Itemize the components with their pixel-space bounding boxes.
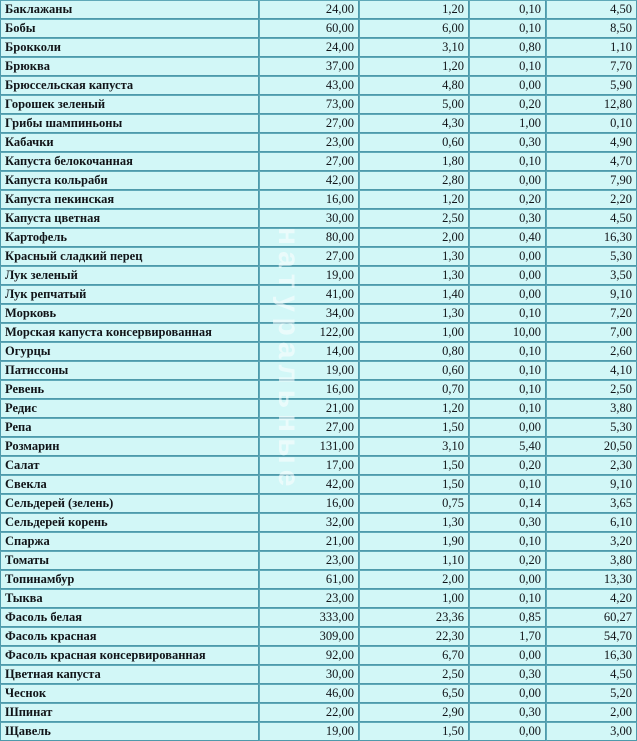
cell-protein: 3,10 (359, 38, 469, 57)
cell-fat: 0,80 (469, 38, 546, 57)
cell-product-name: Сельдерей корень (0, 513, 259, 532)
table-row (0, 342, 637, 361)
cell-product-name: Брюссельская капуста (0, 76, 259, 95)
cell-protein: 1,20 (359, 399, 469, 418)
cell-protein: 0,60 (359, 133, 469, 152)
cell-calories: 333,00 (259, 608, 359, 627)
table-row (0, 532, 637, 551)
cell-protein: 6,00 (359, 19, 469, 38)
cell-calories: 37,00 (259, 57, 359, 76)
cell-calories: 34,00 (259, 304, 359, 323)
cell-carbohydrates: 2,60 (546, 342, 637, 361)
cell-calories: 43,00 (259, 76, 359, 95)
table-row (0, 722, 637, 741)
cell-calories: 23,00 (259, 551, 359, 570)
cell-carbohydrates: 4,50 (546, 209, 637, 228)
cell-calories: 19,00 (259, 722, 359, 741)
cell-carbohydrates: 12,80 (546, 95, 637, 114)
cell-calories: 30,00 (259, 209, 359, 228)
cell-product-name: Шпинат (0, 703, 259, 722)
cell-calories: 32,00 (259, 513, 359, 532)
cell-fat: 0,20 (469, 95, 546, 114)
cell-carbohydrates: 2,20 (546, 190, 637, 209)
cell-calories: 21,00 (259, 532, 359, 551)
cell-product-name: Свекла (0, 475, 259, 494)
cell-carbohydrates: 3,80 (546, 551, 637, 570)
cell-fat: 0,40 (469, 228, 546, 247)
cell-carbohydrates: 2,00 (546, 703, 637, 722)
cell-carbohydrates: 3,80 (546, 399, 637, 418)
cell-product-name: Капуста кольраби (0, 171, 259, 190)
cell-fat: 0,10 (469, 380, 546, 399)
cell-protein: 6,70 (359, 646, 469, 665)
cell-protein: 2,50 (359, 209, 469, 228)
cell-product-name: Капуста пекинская (0, 190, 259, 209)
cell-product-name: Лук зеленый (0, 266, 259, 285)
cell-calories: 16,00 (259, 494, 359, 513)
table-row (0, 418, 637, 437)
cell-protein: 2,00 (359, 570, 469, 589)
cell-carbohydrates: 7,70 (546, 57, 637, 76)
table-row (0, 0, 637, 19)
cell-fat: 1,70 (469, 627, 546, 646)
cell-product-name: Розмарин (0, 437, 259, 456)
cell-protein: 1,50 (359, 418, 469, 437)
cell-protein: 2,90 (359, 703, 469, 722)
cell-protein: 1,80 (359, 152, 469, 171)
cell-protein: 2,00 (359, 228, 469, 247)
cell-calories: 16,00 (259, 380, 359, 399)
cell-product-name: Огурцы (0, 342, 259, 361)
cell-product-name: Капуста цветная (0, 209, 259, 228)
cell-product-name: Морковь (0, 304, 259, 323)
table-row (0, 380, 637, 399)
cell-fat: 0,10 (469, 19, 546, 38)
cell-product-name: Брюква (0, 57, 259, 76)
cell-product-name: Спаржа (0, 532, 259, 551)
cell-protein: 1,30 (359, 247, 469, 266)
cell-protein: 0,70 (359, 380, 469, 399)
cell-calories: 27,00 (259, 152, 359, 171)
cell-protein: 1,50 (359, 475, 469, 494)
cell-carbohydrates: 60,27 (546, 608, 637, 627)
cell-carbohydrates: 54,70 (546, 627, 637, 646)
table-row (0, 608, 637, 627)
cell-product-name: Брокколи (0, 38, 259, 57)
cell-fat: 0,00 (469, 247, 546, 266)
cell-carbohydrates: 20,50 (546, 437, 637, 456)
cell-protein: 0,80 (359, 342, 469, 361)
cell-product-name: Морская капуста консервированная (0, 323, 259, 342)
cell-product-name: Фасоль красная (0, 627, 259, 646)
cell-calories: 16,00 (259, 190, 359, 209)
cell-carbohydrates: 5,30 (546, 418, 637, 437)
cell-calories: 21,00 (259, 399, 359, 418)
cell-calories: 24,00 (259, 0, 359, 19)
cell-protein: 1,90 (359, 532, 469, 551)
cell-protein: 6,50 (359, 684, 469, 703)
cell-carbohydrates: 3,50 (546, 266, 637, 285)
cell-calories: 73,00 (259, 95, 359, 114)
cell-calories: 27,00 (259, 418, 359, 437)
cell-protein: 1,40 (359, 285, 469, 304)
table-row (0, 399, 637, 418)
table-row (0, 513, 637, 532)
cell-protein: 23,36 (359, 608, 469, 627)
cell-protein: 1,50 (359, 456, 469, 475)
cell-carbohydrates: 4,70 (546, 152, 637, 171)
cell-protein: 1,20 (359, 57, 469, 76)
cell-fat: 0,30 (469, 133, 546, 152)
cell-fat: 0,10 (469, 399, 546, 418)
table-row (0, 228, 637, 247)
cell-protein: 5,00 (359, 95, 469, 114)
cell-protein: 2,80 (359, 171, 469, 190)
cell-product-name: Картофель (0, 228, 259, 247)
cell-carbohydrates: 7,90 (546, 171, 637, 190)
cell-protein: 1,30 (359, 513, 469, 532)
table-row (0, 209, 637, 228)
cell-calories: 92,00 (259, 646, 359, 665)
cell-fat: 0,30 (469, 513, 546, 532)
cell-carbohydrates: 4,90 (546, 133, 637, 152)
cell-product-name: Горошек зеленый (0, 95, 259, 114)
cell-carbohydrates: 3,65 (546, 494, 637, 513)
cell-calories: 80,00 (259, 228, 359, 247)
cell-carbohydrates: 3,00 (546, 722, 637, 741)
cell-carbohydrates: 5,30 (546, 247, 637, 266)
table-row (0, 646, 637, 665)
table-row (0, 247, 637, 266)
cell-product-name: Чеснок (0, 684, 259, 703)
cell-fat: 0,10 (469, 475, 546, 494)
table-row (0, 285, 637, 304)
cell-fat: 0,00 (469, 285, 546, 304)
cell-fat: 0,14 (469, 494, 546, 513)
table-row (0, 57, 637, 76)
cell-product-name: Бобы (0, 19, 259, 38)
cell-fat: 10,00 (469, 323, 546, 342)
cell-product-name: Щавель (0, 722, 259, 741)
cell-product-name: Ревень (0, 380, 259, 399)
cell-calories: 22,00 (259, 703, 359, 722)
cell-calories: 131,00 (259, 437, 359, 456)
cell-fat: 0,10 (469, 532, 546, 551)
cell-carbohydrates: 7,00 (546, 323, 637, 342)
cell-fat: 0,10 (469, 57, 546, 76)
cell-carbohydrates: 4,50 (546, 665, 637, 684)
cell-protein: 1,30 (359, 266, 469, 285)
table-row (0, 95, 637, 114)
cell-protein: 2,50 (359, 665, 469, 684)
cell-calories: 24,00 (259, 38, 359, 57)
cell-fat: 0,00 (469, 684, 546, 703)
cell-product-name: Редис (0, 399, 259, 418)
cell-product-name: Сельдерей (зелень) (0, 494, 259, 513)
cell-calories: 14,00 (259, 342, 359, 361)
cell-carbohydrates: 16,30 (546, 228, 637, 247)
cell-product-name: Кабачки (0, 133, 259, 152)
table-row (0, 190, 637, 209)
cell-carbohydrates: 6,10 (546, 513, 637, 532)
cell-carbohydrates: 2,30 (546, 456, 637, 475)
cell-calories: 61,00 (259, 570, 359, 589)
cell-product-name: Томаты (0, 551, 259, 570)
cell-product-name: Репа (0, 418, 259, 437)
table-row (0, 570, 637, 589)
table-row (0, 133, 637, 152)
cell-fat: 0,00 (469, 418, 546, 437)
table-row (0, 703, 637, 722)
cell-fat: 0,20 (469, 190, 546, 209)
cell-fat: 0,00 (469, 171, 546, 190)
cell-product-name: Капуста белокочанная (0, 152, 259, 171)
cell-carbohydrates: 2,50 (546, 380, 637, 399)
cell-fat: 0,10 (469, 0, 546, 19)
cell-carbohydrates: 8,50 (546, 19, 637, 38)
cell-product-name: Тыква (0, 589, 259, 608)
cell-calories: 27,00 (259, 114, 359, 133)
watermark-text: натуральные (272, 226, 305, 493)
cell-carbohydrates: 4,50 (546, 0, 637, 19)
cell-calories: 19,00 (259, 266, 359, 285)
table-row (0, 171, 637, 190)
table-row (0, 19, 637, 38)
cell-fat: 0,10 (469, 361, 546, 380)
cell-calories: 27,00 (259, 247, 359, 266)
cell-fat: 0,30 (469, 209, 546, 228)
cell-fat: 0,00 (469, 646, 546, 665)
cell-calories: 30,00 (259, 665, 359, 684)
cell-product-name: Патиссоны (0, 361, 259, 380)
cell-protein: 3,10 (359, 437, 469, 456)
table-row (0, 437, 637, 456)
cell-fat: 0,30 (469, 703, 546, 722)
table-row (0, 38, 637, 57)
cell-protein: 1,20 (359, 190, 469, 209)
cell-protein: 4,80 (359, 76, 469, 95)
cell-carbohydrates: 9,10 (546, 285, 637, 304)
cell-protein: 0,60 (359, 361, 469, 380)
cell-protein: 1,00 (359, 589, 469, 608)
cell-fat: 0,30 (469, 665, 546, 684)
cell-fat: 0,00 (469, 570, 546, 589)
table-row (0, 494, 637, 513)
cell-calories: 19,00 (259, 361, 359, 380)
cell-carbohydrates: 3,20 (546, 532, 637, 551)
table-row (0, 361, 637, 380)
cell-fat: 0,10 (469, 589, 546, 608)
cell-protein: 1,50 (359, 722, 469, 741)
cell-carbohydrates: 7,20 (546, 304, 637, 323)
cell-product-name: Салат (0, 456, 259, 475)
cell-carbohydrates: 4,10 (546, 361, 637, 380)
cell-calories: 42,00 (259, 475, 359, 494)
cell-calories: 17,00 (259, 456, 359, 475)
cell-carbohydrates: 5,90 (546, 76, 637, 95)
table-row (0, 665, 637, 684)
cell-carbohydrates: 13,30 (546, 570, 637, 589)
table-row (0, 266, 637, 285)
cell-fat: 0,10 (469, 304, 546, 323)
cell-calories: 42,00 (259, 171, 359, 190)
cell-fat: 0,00 (469, 266, 546, 285)
cell-product-name: Фасоль красная консервированная (0, 646, 259, 665)
table-row (0, 589, 637, 608)
cell-calories: 23,00 (259, 589, 359, 608)
table-row (0, 551, 637, 570)
cell-calories: 23,00 (259, 133, 359, 152)
cell-calories: 60,00 (259, 19, 359, 38)
cell-protein: 1,20 (359, 0, 469, 19)
table-row (0, 76, 637, 95)
cell-fat: 0,00 (469, 76, 546, 95)
cell-protein: 4,30 (359, 114, 469, 133)
table-row (0, 684, 637, 703)
table-row (0, 304, 637, 323)
cell-fat: 0,10 (469, 152, 546, 171)
table-row (0, 475, 637, 494)
cell-calories: 309,00 (259, 627, 359, 646)
cell-protein: 1,30 (359, 304, 469, 323)
table-row (0, 323, 637, 342)
cell-calories: 41,00 (259, 285, 359, 304)
cell-carbohydrates: 5,20 (546, 684, 637, 703)
table-row (0, 456, 637, 475)
cell-carbohydrates: 1,10 (546, 38, 637, 57)
cell-fat: 0,20 (469, 456, 546, 475)
cell-protein: 1,00 (359, 323, 469, 342)
cell-protein: 22,30 (359, 627, 469, 646)
cell-carbohydrates: 9,10 (546, 475, 637, 494)
cell-fat: 1,00 (469, 114, 546, 133)
cell-product-name: Грибы шампиньоны (0, 114, 259, 133)
table-row (0, 152, 637, 171)
cell-calories: 46,00 (259, 684, 359, 703)
cell-fat: 0,00 (469, 722, 546, 741)
cell-fat: 0,10 (469, 342, 546, 361)
cell-protein: 1,10 (359, 551, 469, 570)
table-row (0, 114, 637, 133)
cell-protein: 0,75 (359, 494, 469, 513)
cell-calories: 122,00 (259, 323, 359, 342)
cell-product-name: Топинамбур (0, 570, 259, 589)
cell-carbohydrates: 0,10 (546, 114, 637, 133)
cell-fat: 5,40 (469, 437, 546, 456)
cell-fat: 0,20 (469, 551, 546, 570)
cell-product-name: Баклажаны (0, 0, 259, 19)
table-row (0, 627, 637, 646)
cell-fat: 0,85 (469, 608, 546, 627)
cell-product-name: Лук репчатый (0, 285, 259, 304)
cell-product-name: Цветная капуста (0, 665, 259, 684)
cell-carbohydrates: 16,30 (546, 646, 637, 665)
cell-carbohydrates: 4,20 (546, 589, 637, 608)
cell-product-name: Фасоль белая (0, 608, 259, 627)
cell-product-name: Красный сладкий перец (0, 247, 259, 266)
